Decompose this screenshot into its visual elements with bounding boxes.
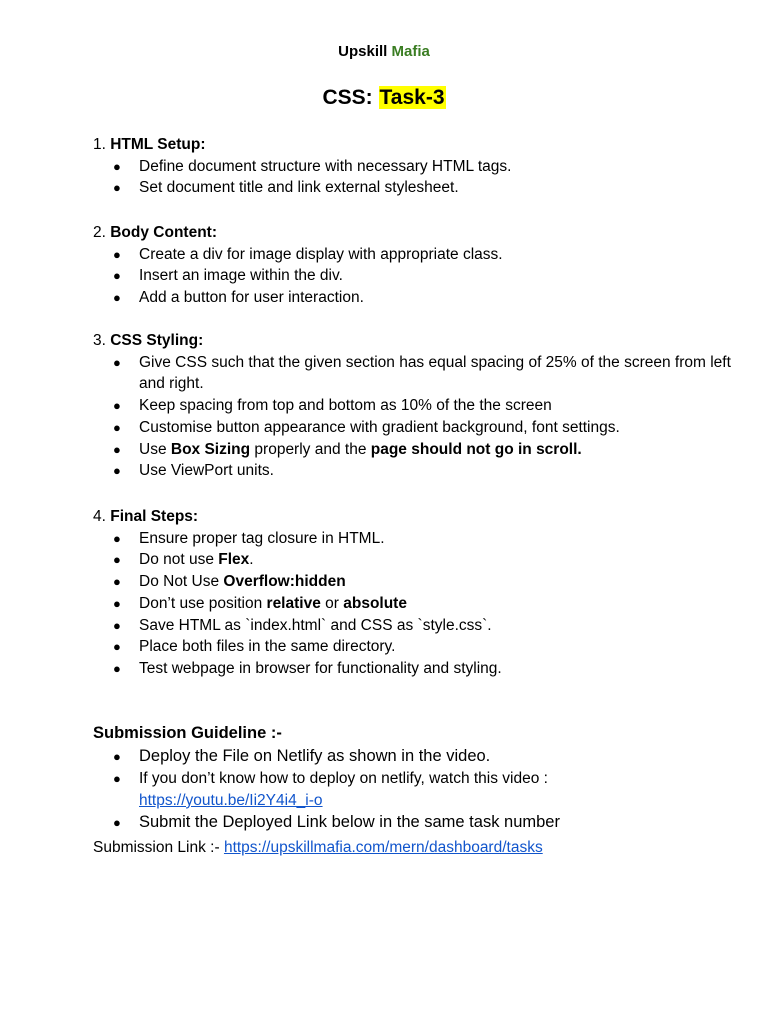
section-heading — [93, 330, 733, 352]
list-item: ● Do Not Use Overflow:hidden — [93, 571, 733, 593]
brand-name-part1: Upskill — [338, 43, 388, 60]
brand-name-part2: Mafia — [391, 43, 430, 60]
list-item: ● Test webpage in browser for functionality and styling. — [93, 658, 733, 680]
section-html-setup — [93, 134, 733, 199]
submission-link-label: Submission Link :- — [93, 839, 224, 856]
submission-title: Submission Guideline :- — [93, 724, 282, 742]
section-number: 1. — [93, 136, 111, 153]
video-instruction: If you don’t know how to deploy on netlify, watch this video : — [139, 770, 548, 787]
page-title — [0, 86, 768, 110]
section-title: HTML Setup: — [110, 136, 206, 153]
list-item: ● Create a div for image display with appropriate class. — [93, 244, 733, 266]
list-item: ● Set document title and link external stylesheet. — [93, 177, 733, 199]
list-item: ● Use Box Sizing properly and the page should not go in scroll. — [93, 439, 733, 461]
submission-link-row — [93, 839, 543, 857]
title-prefix: CSS: — [322, 86, 379, 109]
submission-item-deploy: ● Deploy the File on Netlify as shown in the video. — [93, 745, 733, 768]
section-number: 3. — [93, 332, 111, 349]
brand-header — [0, 43, 768, 60]
video-link[interactable]: https://youtu.be/Ii2Y4i4_i-o — [139, 791, 323, 809]
list-item: ● Place both files in the same directory. — [93, 636, 733, 658]
list-item: ● Don’t use position relative or absolute — [93, 593, 733, 615]
bullet-list — [93, 352, 733, 482]
submission-list — [93, 745, 733, 834]
section-title: CSS Styling: — [110, 332, 204, 349]
submission-item-submit: ● Submit the Deployed Link below in the same task number — [93, 811, 733, 834]
list-item: ● Add a button for user interaction. — [93, 287, 733, 309]
section-heading — [93, 506, 733, 528]
list-item: ● Do not use Flex. — [93, 549, 733, 571]
section-body-content — [93, 222, 733, 309]
section-title: Body Content: — [110, 224, 217, 241]
title-highlight: Task-3 — [379, 86, 445, 109]
list-item: ● Keep spacing from top and bottom as 10% of the the screen — [93, 395, 733, 417]
list-item: ● Define document structure with necessary HTML tags. — [93, 156, 733, 178]
list-item: ● Use ViewPort units. — [93, 460, 733, 482]
bullet-list — [93, 528, 733, 680]
list-item: ● Ensure proper tag closure in HTML. — [93, 528, 733, 550]
list-item: ● Customise button appearance with gradient background, font settings. — [93, 417, 733, 439]
section-number: 2. — [93, 224, 111, 241]
section-heading — [93, 222, 733, 244]
bullet-list — [93, 244, 733, 309]
bullet-list — [93, 156, 733, 199]
section-heading — [93, 134, 733, 156]
section-number: 4. — [93, 508, 111, 525]
submission-link[interactable]: https://upskillmafia.com/mern/dashboard/tasks — [223, 839, 543, 856]
submission-item-video — [93, 768, 733, 811]
list-item: ● Insert an image within the div. — [93, 265, 733, 287]
section-css-styling — [93, 330, 733, 482]
list-item: ● Give CSS such that the given section has equal spacing of 25% of the screen from left and right. — [93, 352, 733, 395]
section-title: Final Steps: — [110, 508, 199, 525]
section-final-steps — [93, 506, 733, 680]
list-item: ● Save HTML as `index.html` and CSS as `style.css`. — [93, 615, 733, 637]
